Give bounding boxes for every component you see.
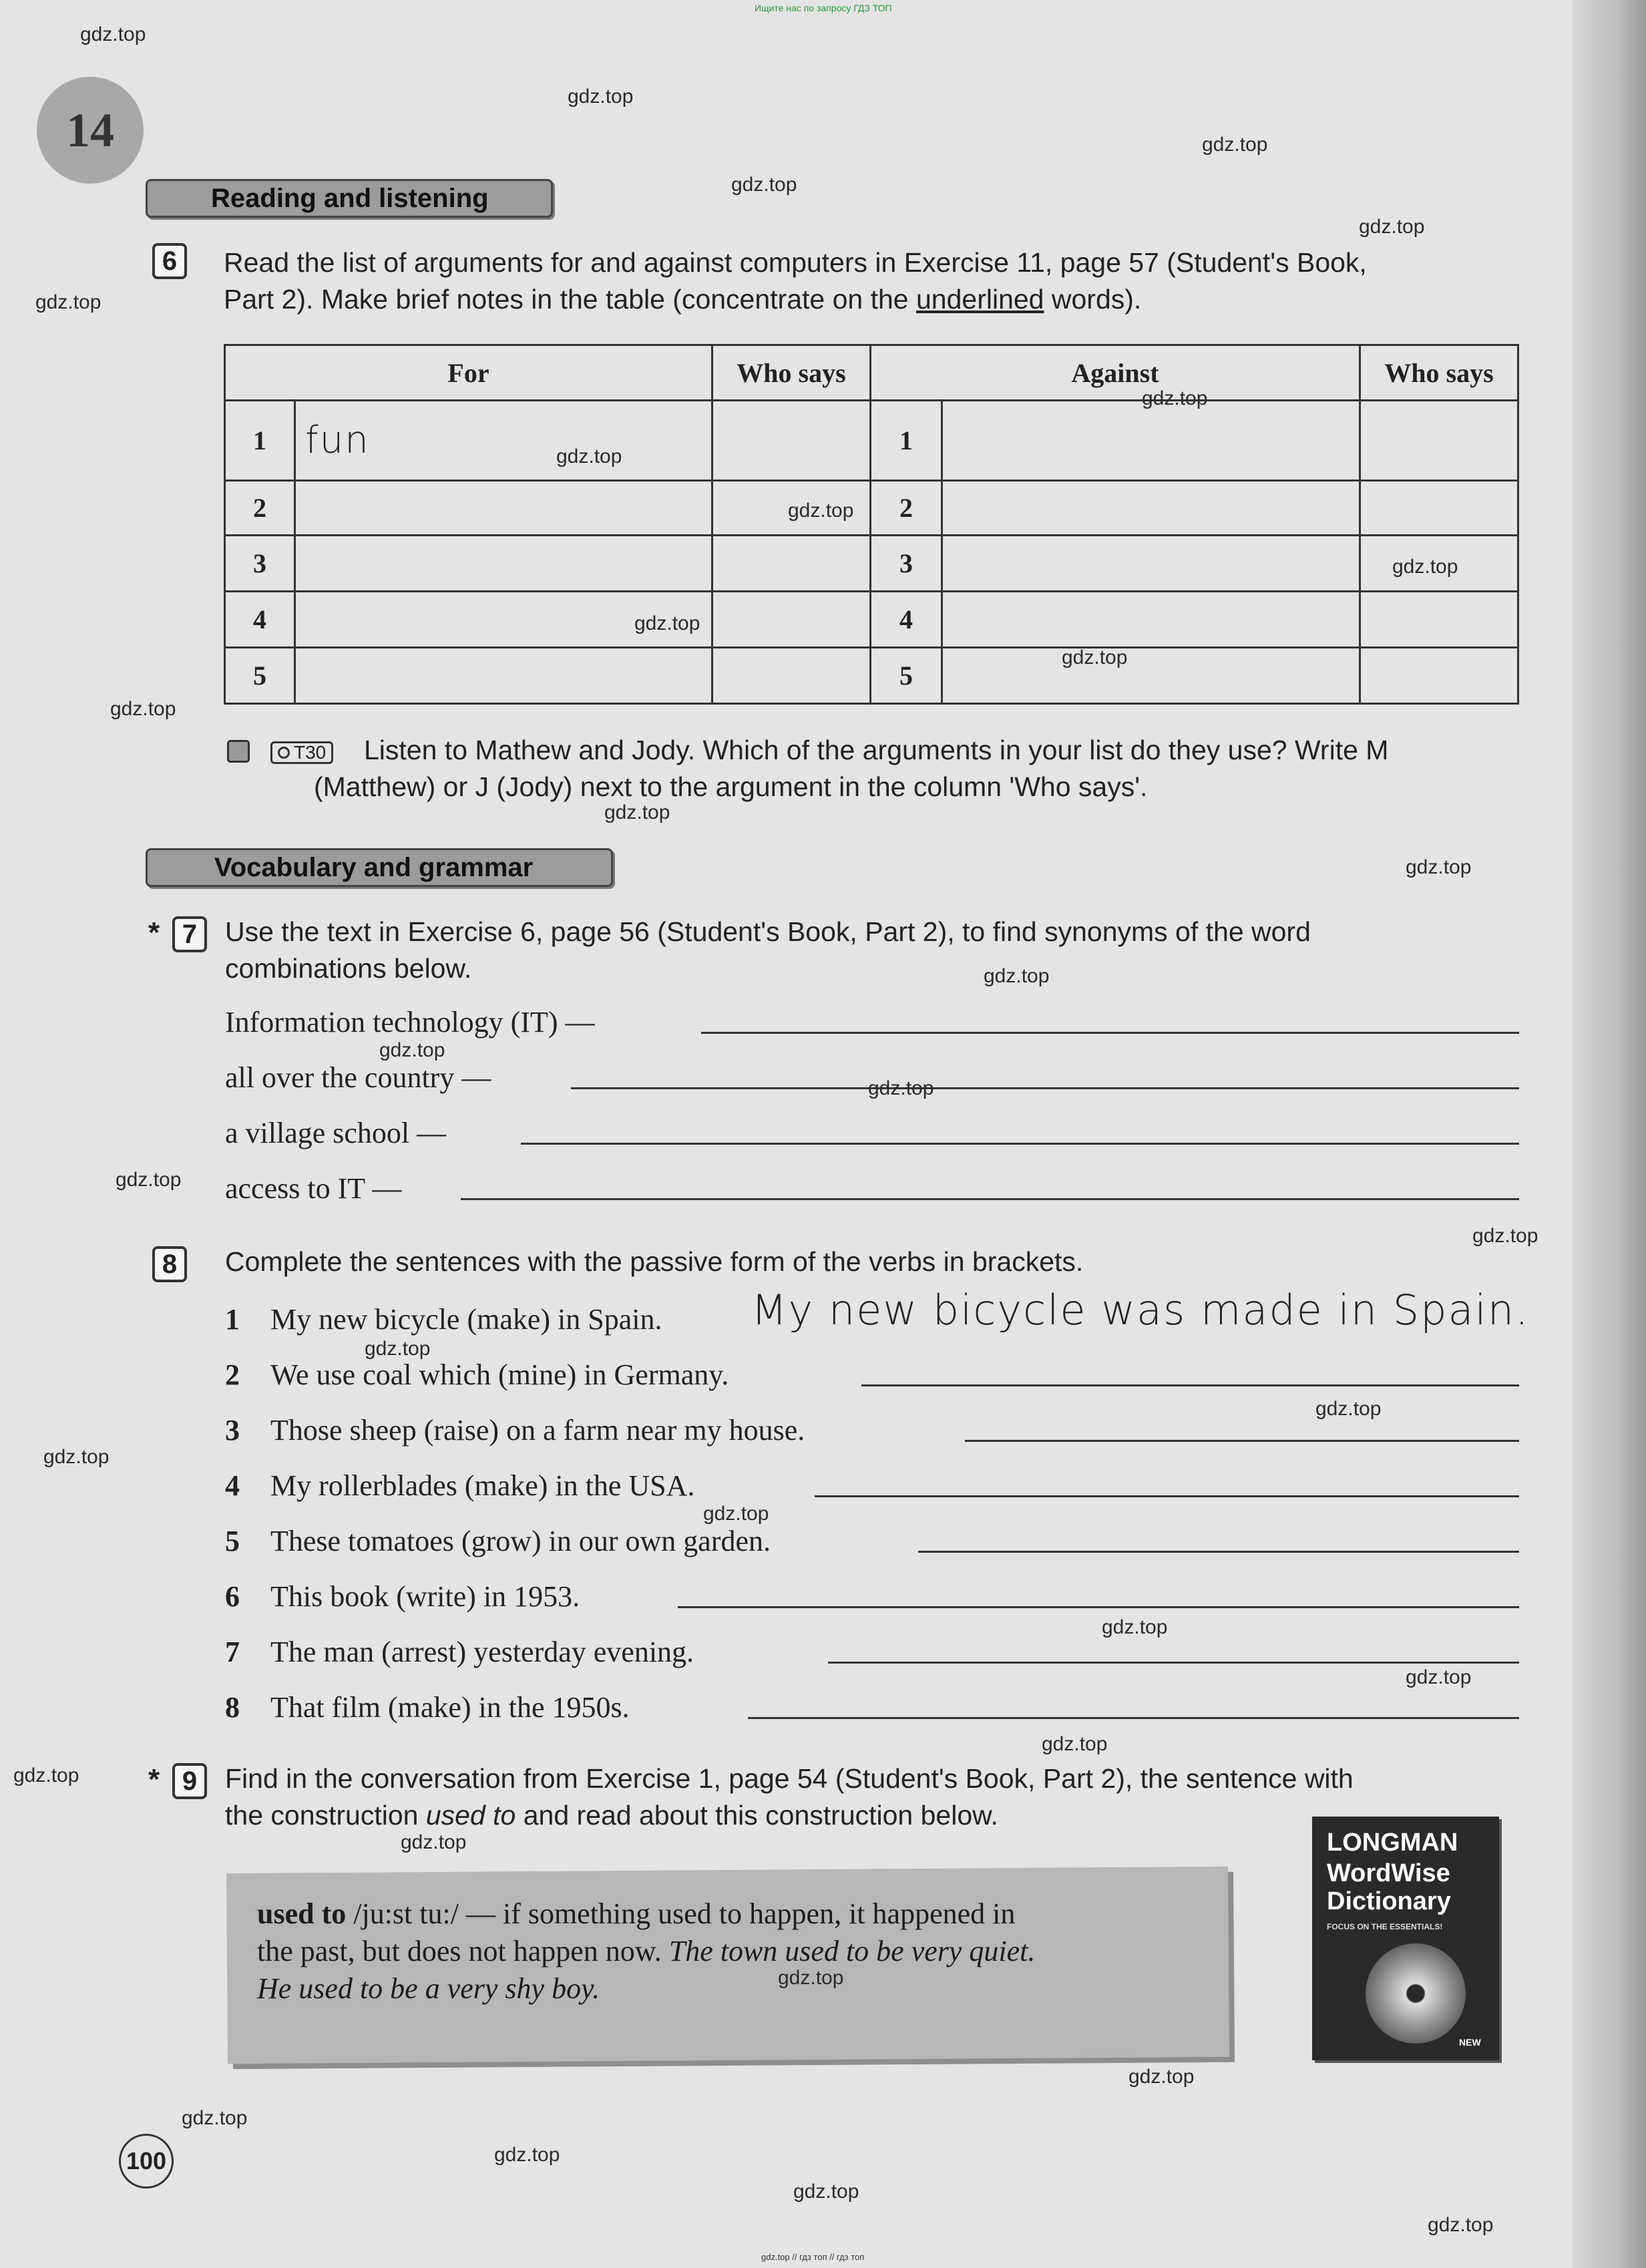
for-cell[interactable] [295, 648, 712, 704]
page-edge [1573, 0, 1646, 2268]
watermark: gdz.top [868, 1077, 934, 1099]
watermark: gdz.top [1406, 856, 1472, 878]
ex7-item-1: Information technology (IT) — [225, 1006, 595, 1038]
ex8-answer-1[interactable]: My new bicycle was made in Spain. [751, 1286, 1530, 1334]
who-says-cell[interactable] [1360, 648, 1518, 704]
watermark: gdz.top [1202, 134, 1268, 156]
book-tagline: FOCUS ON THE ESSENTIALS! [1327, 1922, 1443, 1931]
ex8-answer-line-2[interactable] [861, 1384, 1519, 1386]
exercise-9-number: 9 [172, 1763, 207, 1799]
watermark: gdz.top [1428, 2214, 1494, 2236]
watermark: gdz.top [1406, 1666, 1472, 1688]
watermark: gdz.top [556, 445, 622, 467]
header-note: Ищите нас по запросу ГДЗ ТОП [755, 3, 892, 13]
ex8-item-4: 4 My rollerblades (make) in the USA. [225, 1469, 695, 1502]
ex7-item-3: a village school — [225, 1117, 447, 1149]
unit-number: 14 [37, 77, 144, 184]
watermark: gdz.top [43, 1446, 110, 1468]
watermark: gdz.top [1128, 2066, 1195, 2088]
against-cell[interactable] [942, 536, 1360, 592]
table-row: 5 5 [225, 648, 1518, 704]
watermark: gdz.top [182, 2107, 248, 2129]
watermark: gdz.top [365, 1338, 431, 1360]
header-against: Against [871, 345, 1360, 401]
exercise-7-number: 7 [172, 916, 207, 952]
against-cell[interactable] [942, 401, 1360, 481]
ex8-item-2: 2 We use coal which (mine) in Germany. [225, 1358, 729, 1391]
table-row: 2 2 [225, 481, 1518, 536]
listen-square-icon [227, 740, 250, 763]
book-title-2: Dictionary [1327, 1887, 1451, 1915]
for-cell[interactable] [295, 536, 712, 592]
watermark: gdz.top [984, 965, 1050, 987]
watermark: gdz.top [793, 2181, 859, 2203]
ex8-answer-line-3[interactable] [965, 1440, 1519, 1442]
for-cell[interactable] [295, 481, 712, 536]
ex8-item-3: 3 Those sheep (raise) on a farm near my house. [225, 1414, 805, 1447]
table-row: 4 4 [225, 592, 1518, 648]
exercise-7-star: * [148, 916, 160, 949]
against-cell[interactable] [942, 481, 1360, 536]
arguments-table [224, 344, 1519, 705]
who-says-cell[interactable] [1360, 481, 1518, 536]
watermark: gdz.top [604, 801, 670, 823]
ex8-answer-line-5[interactable] [918, 1551, 1519, 1553]
used-to-definition: used to /ju:st tu:/ — if something used to happen, it happened in the past, but does not happen now. The town used to be very quiet. He used to be a very shy boy. [257, 1897, 1036, 2005]
section-reading-listening: Reading and listening [146, 179, 553, 218]
watermark: gdz.top [13, 1764, 79, 1786]
against-cell[interactable] [942, 648, 1360, 704]
exercise-6-instruction: Read the list of arguments for and against computers in Exercise 11, page 57 (Student's Book, Part 2). Make brief notes in the table (concentrate on the underlined words). [224, 247, 1367, 315]
watermark: gdz.top [778, 1967, 844, 1989]
watermark: gdz.top [1359, 216, 1425, 238]
watermark: gdz.top [401, 1831, 467, 1853]
ex8-answer-line-4[interactable] [815, 1495, 1519, 1497]
watermark: gdz.top [35, 291, 101, 313]
exercise-9-star: * [148, 1763, 160, 1796]
watermark: gdz.top [703, 1503, 769, 1525]
watermark: gdz.top [80, 23, 146, 45]
who-says-cell[interactable] [712, 648, 871, 704]
who-says-cell[interactable] [1360, 592, 1518, 648]
watermark: gdz.top [1142, 387, 1208, 409]
ex8-item-1: 1 My new bicycle (make) in Spain. [225, 1303, 662, 1336]
header-who-says-against: Who says [1360, 345, 1518, 401]
ex8-item-6: 6 This book (write) in 1953. [225, 1580, 580, 1613]
who-says-cell[interactable] [1360, 401, 1518, 481]
listening-instruction-2: (Matthew) or J (Jody) next to the argument in the column 'Who says'. [314, 771, 1148, 802]
exercise-8-instruction: Complete the sentences with the passive form of the verbs in brackets. [225, 1246, 1084, 1277]
ex8-answer-line-8[interactable] [748, 1717, 1519, 1719]
table-row: 1 fun 1 [225, 401, 1518, 481]
watermark: gdz.top [1392, 556, 1458, 578]
ex8-answer-line-7[interactable] [828, 1662, 1519, 1664]
section-vocabulary-grammar: Vocabulary and grammar [146, 848, 613, 887]
ex7-answer-line-2[interactable] [571, 1087, 1519, 1089]
exercise-8-number: 8 [152, 1246, 187, 1282]
watermark: gdz.top [1102, 1616, 1168, 1638]
watermark: gdz.top [1472, 1225, 1538, 1247]
exercise-7-instruction: Use the text in Exercise 6, page 56 (Student's Book, Part 2), to find synonyms of the word combinations below. [225, 916, 1311, 984]
cd-disc-icon [1366, 1943, 1466, 2044]
book-badge: NEW [1459, 2037, 1481, 2048]
footer-note: gdz.top // гдз топ // гдз топ [761, 2252, 865, 2262]
ex7-item-4: access to IT — [225, 1172, 402, 1205]
exercise-9-instruction: Find in the conversation from Exercise 1, page 54 (Student's Book, Part 2), the sentence with the construction used to and read about this construction below. [225, 1763, 1354, 1831]
ex7-item-2: all over the country — [225, 1061, 491, 1094]
header-for: For [225, 345, 712, 401]
ex8-item-8: 8 That film (make) in the 1950s. [225, 1691, 630, 1724]
longman-dictionary-book [1312, 1817, 1499, 2060]
watermark: gdz.top [1062, 646, 1128, 669]
watermark: gdz.top [116, 1169, 182, 1191]
for-answer-1[interactable]: fun [295, 401, 712, 481]
ex8-item-7: 7 The man (arrest) yesterday evening. [225, 1636, 694, 1668]
ex8-item-5: 5 These tomatoes (grow) in our own garden. [225, 1525, 771, 1557]
ex7-answer-line-4[interactable] [461, 1198, 1519, 1200]
who-says-cell[interactable] [712, 592, 871, 648]
watermark: gdz.top [731, 174, 797, 196]
audio-track-badge[interactable]: T30 [270, 741, 333, 764]
cd-icon [278, 747, 290, 759]
watermark: gdz.top [1315, 1398, 1382, 1420]
who-says-cell[interactable] [712, 536, 871, 592]
watermark: gdz.top [110, 698, 176, 720]
table-row: 3 3 [225, 536, 1518, 592]
watermark: gdz.top [1042, 1733, 1108, 1755]
watermark: gdz.top [788, 500, 854, 522]
watermark: gdz.top [634, 612, 700, 634]
exercise-6-number: 6 [152, 243, 187, 279]
book-title-1: WordWise [1327, 1859, 1450, 1887]
book-brand: LONGMAN [1327, 1829, 1458, 1857]
against-cell[interactable] [942, 592, 1360, 648]
ex8-answer-line-6[interactable] [678, 1606, 1519, 1608]
ex7-answer-line-3[interactable] [521, 1143, 1519, 1145]
watermark: gdz.top [568, 85, 634, 108]
watermark: gdz.top [379, 1039, 445, 1061]
page-number: 100 [119, 2134, 174, 2189]
ex7-answer-line-1[interactable] [701, 1032, 1519, 1034]
header-who-says-for: Who says [712, 345, 871, 401]
listening-instruction: Listen to Mathew and Jody. Which of the arguments in your list do they use? Write M [364, 735, 1389, 765]
who-says-cell[interactable] [712, 401, 871, 481]
watermark: gdz.top [494, 2144, 560, 2166]
